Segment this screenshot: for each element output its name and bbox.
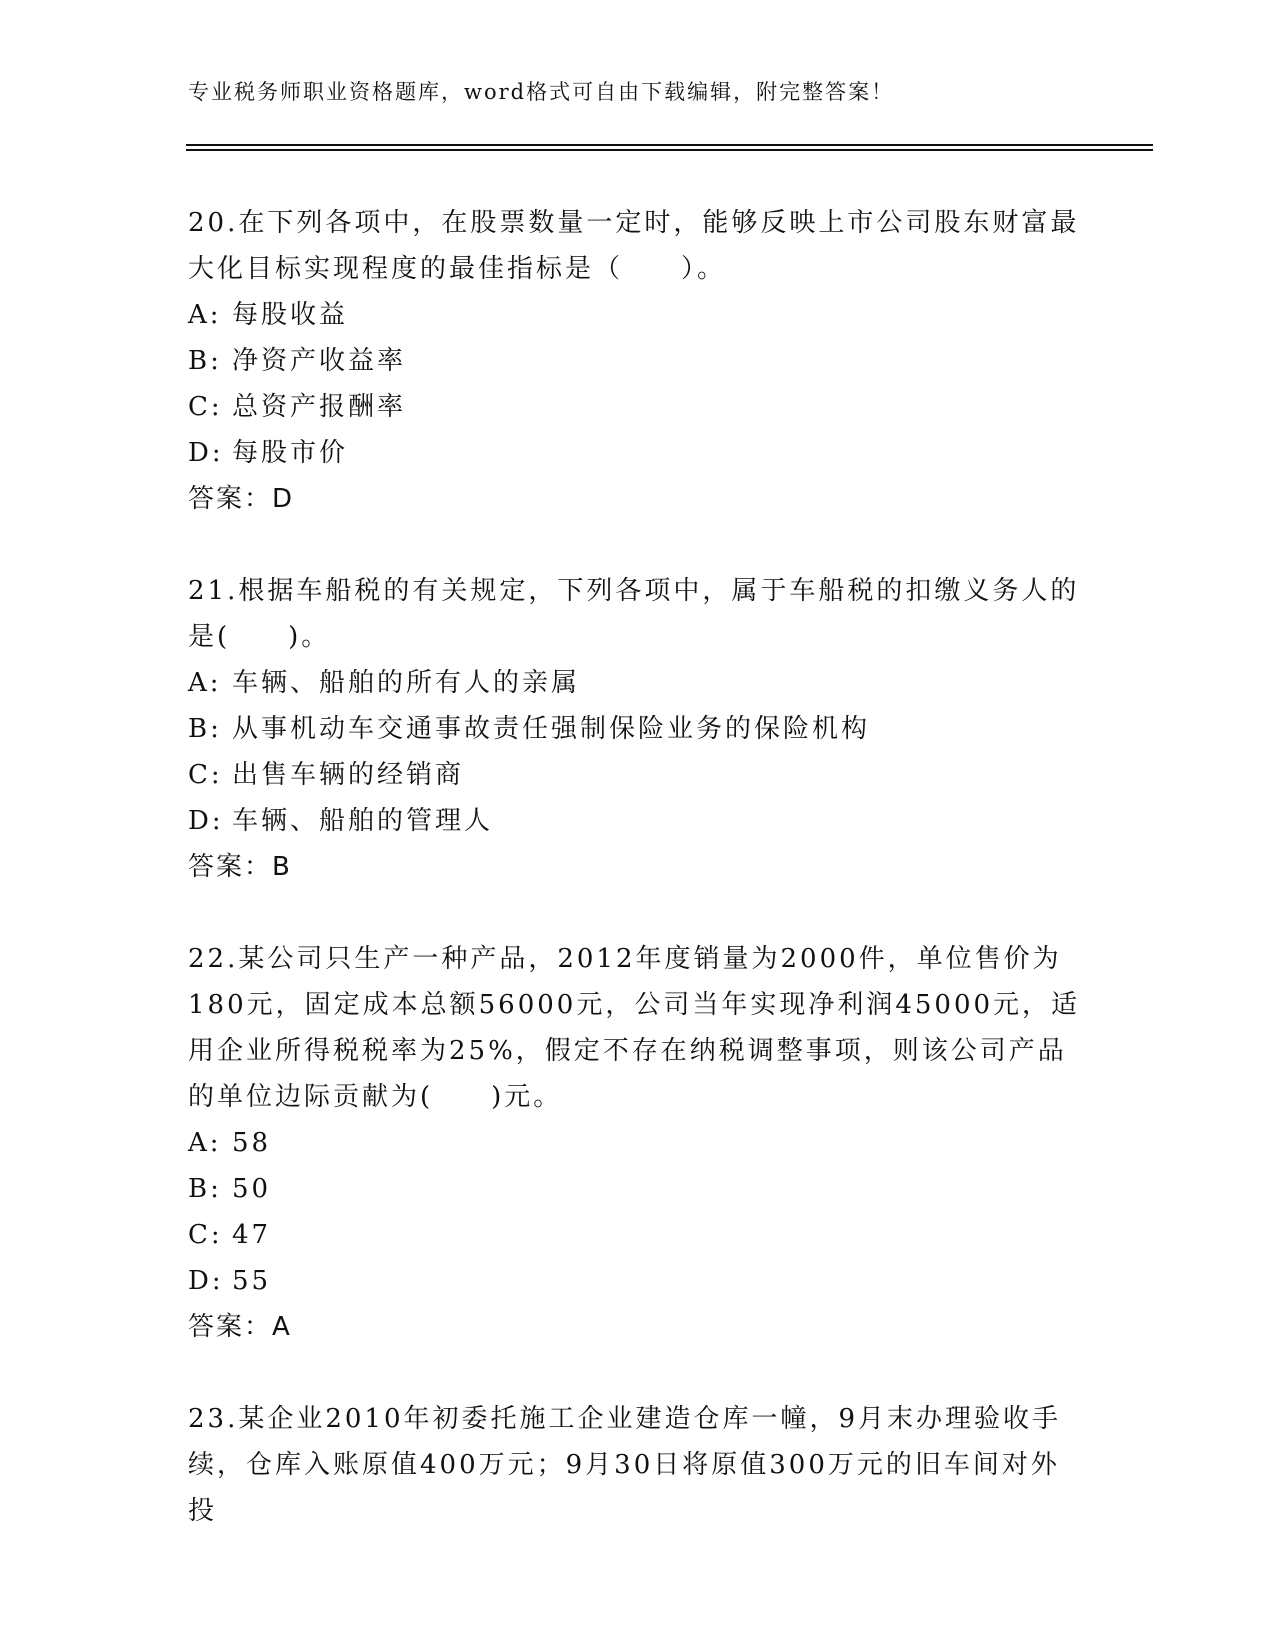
option-text: 每股市价 xyxy=(232,438,349,468)
header-title: 专业税务师职业资格题库，word格式可自由下载编辑，附完整答案！ xyxy=(188,80,895,104)
option-d xyxy=(188,430,1088,476)
question-stem: 21.根据车船税的有关规定，下列各项中，属于车船税的扣缴义务人的是( )。 xyxy=(188,576,1080,652)
option-text: 出售车辆的经销商 xyxy=(232,760,465,790)
answer-label: 答案：B xyxy=(188,852,292,882)
question-list xyxy=(188,200,1088,1580)
option-text: 每股收益 xyxy=(232,300,349,330)
question-21 xyxy=(188,568,1088,890)
option-text: 车辆、船舶的所有人的亲属 xyxy=(232,668,581,698)
option-text: 50 xyxy=(232,1174,272,1204)
option-d xyxy=(188,798,1088,844)
question-stem: 20.在下列各项中，在股票数量一定时，能够反映上市公司股东财富最大化目标实现程度的最佳指标是（ ）。 xyxy=(188,208,1080,284)
option-c xyxy=(188,752,1088,798)
option-d xyxy=(188,1258,1088,1304)
option-c xyxy=(188,1212,1088,1258)
answer-label: 答案：D xyxy=(188,484,295,514)
option-text: 58 xyxy=(232,1128,272,1158)
option-key: A: xyxy=(188,300,222,330)
option-key: C: xyxy=(188,1220,223,1250)
option-key: C: xyxy=(188,760,223,790)
option-a xyxy=(188,292,1088,338)
option-a xyxy=(188,1120,1088,1166)
option-text: 净资产收益率 xyxy=(232,346,407,376)
option-key: C: xyxy=(188,392,223,422)
option-key: A: xyxy=(188,1128,222,1158)
question-23 xyxy=(188,1396,1088,1534)
option-a xyxy=(188,660,1088,706)
option-c xyxy=(188,384,1088,430)
option-b xyxy=(188,1166,1088,1212)
question-20 xyxy=(188,200,1088,522)
option-text: 总资产报酬率 xyxy=(232,392,407,422)
header-divider xyxy=(186,144,1153,146)
option-key: D: xyxy=(188,806,224,836)
option-key: D: xyxy=(188,1266,224,1296)
option-key: B: xyxy=(188,714,222,744)
option-key: D: xyxy=(188,438,224,468)
question-22 xyxy=(188,936,1088,1350)
option-text: 车辆、船舶的管理人 xyxy=(232,806,494,836)
answer-label: 答案：A xyxy=(188,1312,292,1342)
option-text: 47 xyxy=(232,1220,272,1250)
option-b xyxy=(188,706,1088,752)
header-divider-double xyxy=(186,149,1153,151)
question-stem: 22.某公司只生产一种产品，2012年度销量为2000件，单位售价为180元，固定成本总额56000元，公司当年实现净利润45000元，适用企业所得税税率为25%，假定不存在纳税调整事项，则该公司产品的单位边际贡献为( )元。 xyxy=(188,944,1081,1112)
option-key: B: xyxy=(188,1174,222,1204)
question-stem: 23.某企业2010年初委托施工企业建造仓库一幢，9月末办理验收手续，仓库入账原值400万元；9月30日将原值300万元的旧车间对外投 xyxy=(188,1404,1062,1526)
option-key: A: xyxy=(188,668,222,698)
option-b xyxy=(188,338,1088,384)
option-text: 从事机动车交通事故责任强制保险业务的保险机构 xyxy=(232,714,871,744)
option-text: 55 xyxy=(232,1266,272,1296)
option-key: B: xyxy=(188,346,222,376)
